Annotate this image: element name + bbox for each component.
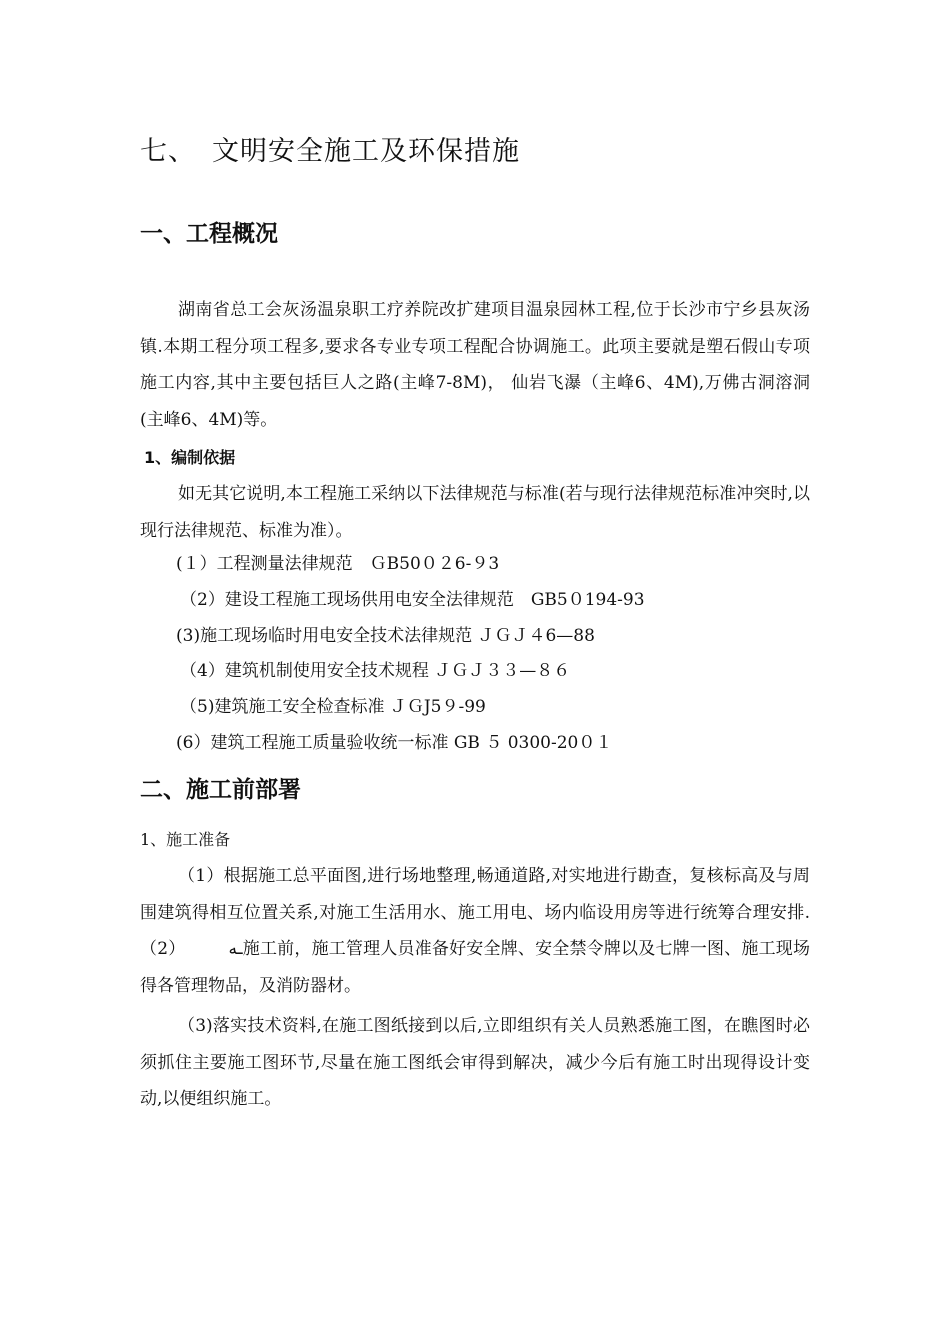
reference-item: （2）建设工程施工现场供用电安全法律规范 GB5０194-93 bbox=[180, 590, 645, 610]
preparation-paragraph-1: （1）根据施工总平面图,进行场地整理,畅通道路,对实地进行勘查，复核标高及与周围建筑得相互位置关系,对施工生活用水、施工用电、场内临设用房等进行统筹合理安排. （2） ـه施工前，施工管理人员准备好安全牌、安全禁令牌以及七牌一图、施工现场得各管理物品，及消防器材。 bbox=[140, 866, 810, 996]
section-heading-overview: 一、工程概况 bbox=[140, 221, 278, 247]
overview-paragraph: 湖南省总工会灰汤温泉职工疗养院改扩建项目温泉园林工程,位于长沙市宁乡县灰汤镇.本期工程分项工程多,要求各专业专项工程配合协调施工。此项主要就是塑石假山专项施工内容,其中主要包括巨人之路(主峰7-8M)， 仙岩飞瀑（主峰6、4M),万佛古洞溶洞(主峰6、4M)等。 bbox=[140, 300, 810, 430]
reference-item: （5)建筑施工安全检查标准 ＪＧJ5９-99 bbox=[180, 697, 486, 717]
basis-heading: 1、编制依据 bbox=[144, 448, 236, 467]
chapter-number: 七、 bbox=[140, 136, 196, 167]
section-heading-preparation: 二、施工前部署 bbox=[140, 777, 301, 803]
chapter-title-text: 文明安全施工及环保措施 bbox=[212, 136, 520, 167]
reference-item: （4）建筑机制使用安全技术规程 ＪＧＪ３３—８６ bbox=[180, 661, 571, 681]
sub-heading-preparation: 1、施工准备 bbox=[140, 830, 231, 849]
basis-intro-paragraph: 如无其它说明,本工程施工采纳以下法律规范与标准(若与现行法律规范标准冲突时,以现行法律规范、标准为准）。 bbox=[140, 484, 810, 541]
preparation-paragraph-3: （3)落实技术资料,在施工图纸接到以后,立即组织有关人员熟悉施工图，在瞧图时必须抓住主要施工图环节,尽量在施工图纸会审得到解决，减少今后有施工时出现得设计变动,以便组织施工。 bbox=[140, 1016, 810, 1109]
reference-item: (3)施工现场临时用电安全技术法律规范 ＪＧＪ４6—88 bbox=[176, 626, 595, 646]
reference-item: (１）工程测量法律规范 ＧB50０２6-９3 bbox=[176, 554, 500, 574]
chapter-title bbox=[140, 134, 520, 170]
reference-item: (6）建筑工程施工质量验收统一标准 GB ５ 0300-20０１ bbox=[176, 733, 613, 753]
